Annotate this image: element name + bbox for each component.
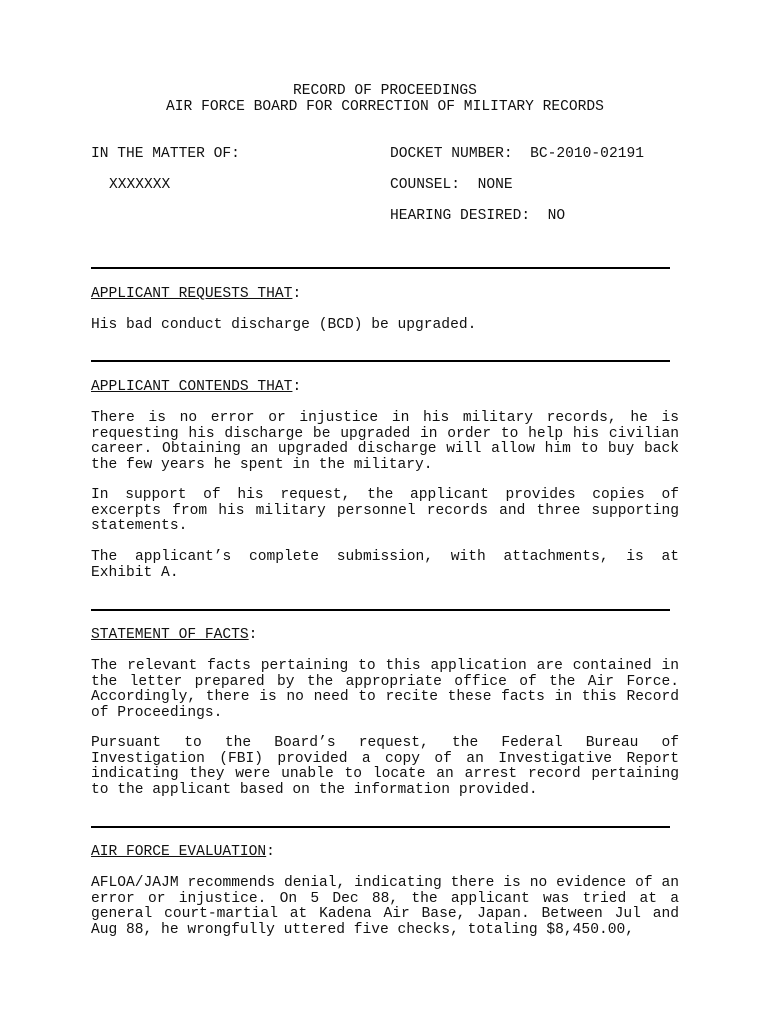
matter-label: IN THE MATTER OF: [91,146,240,162]
section-divider [91,826,670,828]
section-divider [91,360,670,362]
counsel: COUNSEL: NONE [390,177,513,193]
section-divider [91,609,670,611]
requests-paragraph-1: His bad conduct discharge (BCD) be upgraded. [91,317,477,333]
board-title: AIR FORCE BOARD FOR CORRECTION OF MILITARY RECORDS [166,99,604,115]
facts-paragraph-1: The relevant facts pertaining to this application are contained in the letter prepared by the appropriate office of the Air Force. Accordingly, there is no need to recite these facts in this Record of Proceedings. [91,658,679,721]
facts-paragraph-2: Pursuant to the Board’s request, the Federal Bureau of Investigation (FBI) provided a copy of an Investigative Report indicating they were unable to locate an arrest record pertaining to the applicant based on the information provided. [91,735,679,798]
section-heading-evaluation: AIR FORCE EVALUATION: [91,844,275,860]
docket-number: DOCKET NUMBER: BC-2010-02191 [390,146,644,162]
contends-paragraph-2: In support of his request, the applicant provides copies of excerpts from his military personnel records and three supporting statements. [91,487,679,535]
contends-paragraph-3: The applicant’s complete submission, with attachments, is at Exhibit A. [91,549,679,581]
contends-paragraph-1: There is no error or injustice in his military records, he is requesting his discharge be upgraded in order to help his civilian career. Obtaining an upgraded discharge will allow him to buy back the few years he spent in the military. [91,410,679,473]
section-heading-requests: APPLICANT REQUESTS THAT: [91,286,302,302]
evaluation-paragraph-1: AFLOA/JAJM recommends denial, indicating there is no evidence of an error or injustice. On 5 Dec 88, the applicant was tried at a general court-martial at Kadena Air Base, Japan. Between Jul and Aug 88, he wrongfully uttered five checks, totaling $8,450.00, [91,875,679,938]
hearing-desired: HEARING DESIRED: NO [390,208,566,224]
section-divider [91,267,670,269]
section-heading-facts: STATEMENT OF FACTS: [91,627,258,643]
section-heading-contends: APPLICANT CONTENDS THAT: [91,379,302,395]
record-title: RECORD OF PROCEEDINGS [293,83,477,99]
applicant-name: XXXXXXX [109,177,171,193]
